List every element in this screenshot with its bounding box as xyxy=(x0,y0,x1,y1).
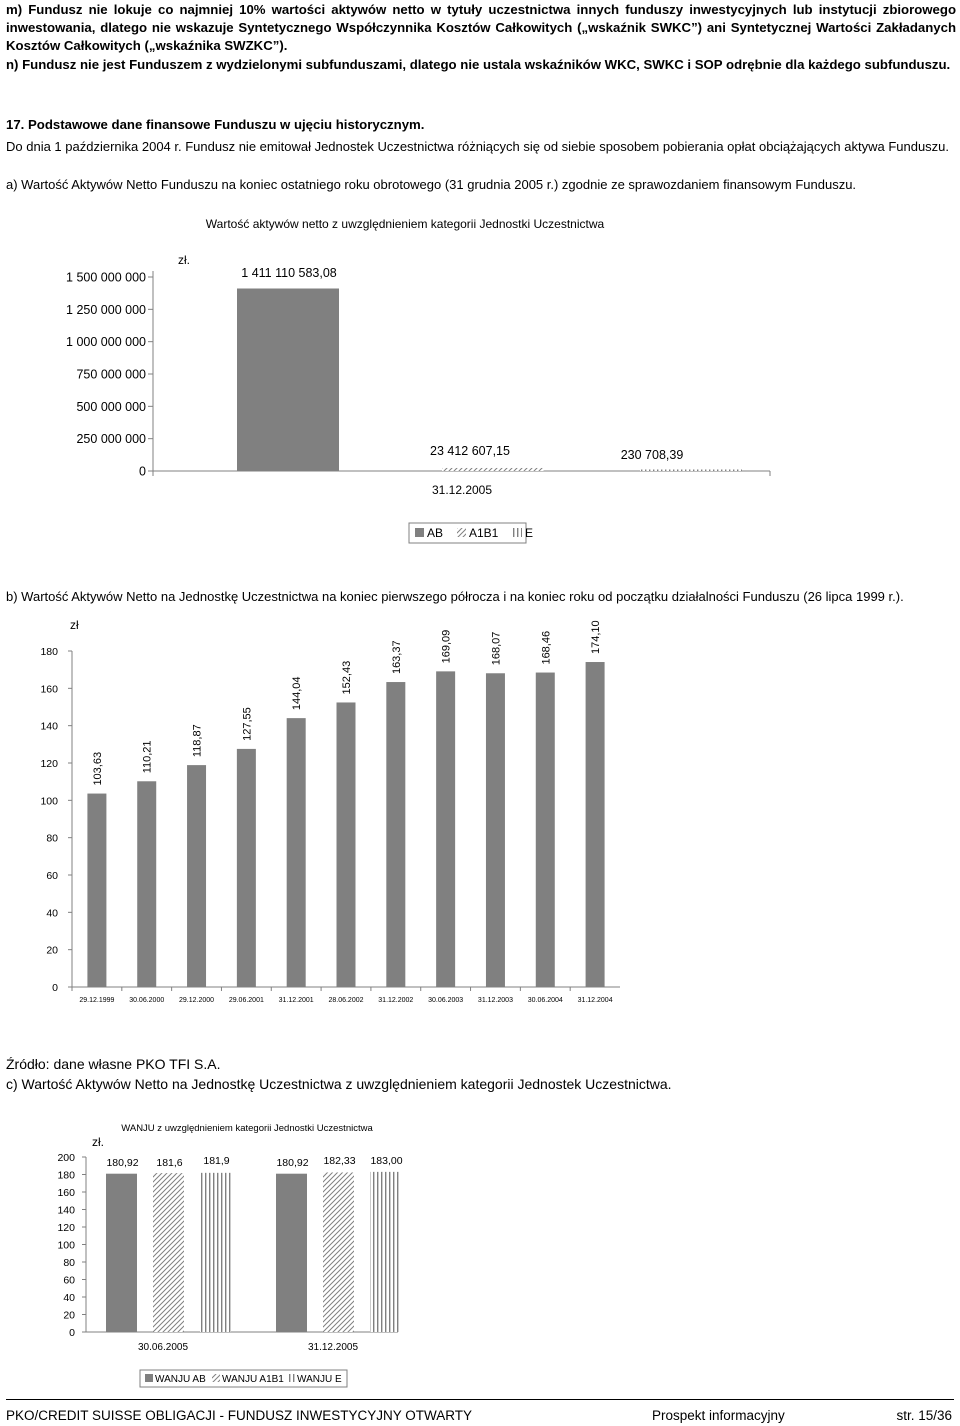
bar-30-06-2003 xyxy=(436,671,455,987)
x-tick-label: 29.12.2000 xyxy=(179,997,215,1004)
legend-label-wanju-ab: WANJU AB xyxy=(155,1374,206,1385)
legend-swatch-ab xyxy=(415,528,424,537)
bar-31-12-2003 xyxy=(486,673,505,987)
bar-e xyxy=(640,470,742,472)
chart-net-assets-by-category xyxy=(0,205,960,550)
data-label-wanju-a1b1: 182,33 xyxy=(323,1155,356,1167)
legend-label-ab: AB xyxy=(427,526,444,540)
page-footer xyxy=(6,1399,954,1426)
source-note: Źródło: dane własne PKO TFI S.A. xyxy=(6,1056,221,1072)
x-tick-label: 30.06.2003 xyxy=(428,997,464,1004)
y-tick-label: 180 xyxy=(40,646,58,658)
y-tick-label: 160 xyxy=(57,1187,75,1199)
bar-wanju-a1b1-30-06-2005 xyxy=(153,1173,184,1332)
bar-wanju-e-31-12-2005 xyxy=(370,1172,401,1332)
section-17-heading: 17. Podstawowe dane finansowe Funduszu w ujęciu historycznym. xyxy=(6,117,425,132)
section-b: b) Wartość Aktywów Netto na Jednostkę Uczestnictwa na koniec pierwszego półrocza i na koniec roku od początku działalności Funduszu (26 lipca 1999 r.). xyxy=(6,589,904,604)
unit-label: zł. xyxy=(178,253,190,267)
bar-ab xyxy=(237,288,339,471)
x-tick-label: 30.06.2004 xyxy=(527,997,563,1004)
legend-swatch-a1b1 xyxy=(457,528,466,537)
x-tick-label: 30.06.2005 xyxy=(137,1342,189,1353)
legend-label-e: E xyxy=(525,526,534,540)
data-label-31-12-2004: 174,10 xyxy=(590,620,603,655)
y-tick-label: 60 xyxy=(63,1274,75,1287)
y-tick-label: 80 xyxy=(63,1257,75,1269)
x-tick-label: 31.12.2005 xyxy=(307,1342,359,1353)
bar-30-06-2000 xyxy=(137,781,156,987)
section-c: c) Wartość Aktywów Netto na Jednostkę Uczestnictwa z uwzględnieniem kategorii Jednostek Uczestnictwa. xyxy=(6,1076,672,1092)
y-tick-label: 20 xyxy=(63,1309,75,1322)
chart-nav-per-unit-by-category xyxy=(0,1115,960,1395)
chart-nav-per-unit-history xyxy=(0,612,960,1012)
bar-a1b1 xyxy=(442,468,544,471)
footer-document-type: Prospekt informacyjny xyxy=(652,1408,785,1423)
bar-29-12-1999 xyxy=(87,794,106,987)
y-tick-label: 180 xyxy=(57,1169,75,1182)
data-label-e: 230 708,39 xyxy=(620,448,684,462)
bar-29-06-2001 xyxy=(237,749,256,987)
section-n: n) Fundusz nie jest Funduszem z wydzielonymi subfunduszami, dlatego nie ustala wskaźników WKC, SWKC i SOP odrębnie dla każdego subfunduszu. xyxy=(6,57,951,72)
bar-wanju-e-30-06-2005 xyxy=(200,1173,231,1332)
x-tick-label: 31.12.2002 xyxy=(378,997,414,1004)
legend-swatch-wanju-a1b1 xyxy=(212,1374,220,1382)
y-tick-label: 200 xyxy=(57,1152,75,1164)
bar-wanju-a1b1-31-12-2005 xyxy=(323,1172,354,1332)
y-tick-label: 120 xyxy=(40,758,58,770)
y-tick-label: 0 xyxy=(69,1327,75,1339)
data-label-a1b1: 23 412 607,15 xyxy=(430,444,510,458)
y-tick-label: 140 xyxy=(57,1204,75,1217)
y-tick-label: 750 000 000 xyxy=(76,367,146,382)
y-tick-label: 0 xyxy=(139,464,146,479)
y-tick-label: 1 000 000 000 xyxy=(66,335,146,350)
legend-label-wanju-e: WANJU E xyxy=(297,1374,342,1385)
bar-wanju-ab-30-06-2005 xyxy=(106,1174,137,1332)
legend-swatch-e xyxy=(513,528,522,537)
y-tick-label: 80 xyxy=(46,832,58,845)
section-m: m) Fundusz nie lokuje co najmniej 10% wartości aktywów netto w tytuły uczestnictwa innych funduszy inwestycyjnych lub instytucji zbiorowego inwestowania, dlatego nie wskazuje Syntetycznego Współczynnika Kosztów Całkowitych („wskaźnik SWKC”) ani Syntetycznej Wartości Zakładanych Kosztów Całkowitych („wskaźnika SWZKC”). xyxy=(6,2,956,53)
data-label-wanju-e: 181,9 xyxy=(203,1155,230,1167)
footer-fund-name: PKO/CREDIT SUISSE OBLIGACJI - FUNDUSZ INWESTYCYJNY OTWARTY xyxy=(6,1408,473,1423)
data-label-31-12-2003: 168,07 xyxy=(490,631,503,666)
bar-28-06-2002 xyxy=(337,702,356,987)
y-tick-label: 500 000 000 xyxy=(76,399,146,414)
data-label-wanju-e: 183,00 xyxy=(370,1155,403,1167)
y-tick-label: 0 xyxy=(52,982,58,994)
x-tick-label: 29.06.2001 xyxy=(228,997,264,1004)
legend-label-wanju-a1b1: WANJU A1B1 xyxy=(222,1374,284,1385)
y-tick-label: 120 xyxy=(57,1222,75,1234)
bar-31-12-2002 xyxy=(386,682,405,987)
y-tick-label: 60 xyxy=(46,870,58,882)
legend-swatch-wanju-ab xyxy=(145,1374,153,1382)
section-a: a) Wartość Aktywów Netto Funduszu na koniec ostatniego roku obrotowego (31 grudnia 2005 r.) zgodnie ze sprawozdaniem finansowym Funduszu. xyxy=(6,177,857,192)
bar-30-06-2004 xyxy=(536,673,555,987)
bar-29-12-2000 xyxy=(187,765,206,987)
footer-page-number: str. 15/36 xyxy=(896,1408,952,1423)
y-tick-label: 100 xyxy=(57,1239,75,1252)
x-tick-label: 28.06.2002 xyxy=(328,997,364,1004)
y-tick-label: 160 xyxy=(40,683,58,696)
data-label-30-06-2003: 169,09 xyxy=(440,629,453,664)
data-label-wanju-ab: 180,92 xyxy=(106,1157,139,1169)
x-tick-label: 31.12.2003 xyxy=(477,997,513,1004)
data-label-wanju-a1b1: 181,6 xyxy=(156,1157,183,1169)
data-label-30-06-2004: 168,46 xyxy=(540,630,553,665)
x-tick-label: 30.06.2000 xyxy=(129,997,165,1004)
legend-swatch-wanju-e xyxy=(287,1374,295,1382)
bar-31-12-2004 xyxy=(586,662,605,987)
y-tick-label: 20 xyxy=(46,944,58,957)
y-tick-label: 40 xyxy=(46,907,58,920)
y-tick-label: 1 250 000 000 xyxy=(66,302,146,317)
bar-31-12-2001 xyxy=(287,718,306,987)
data-label-31-12-2001: 144,04 xyxy=(291,676,304,711)
unit-label: zł. xyxy=(92,1135,104,1149)
chart-title: Wartość aktywów netto z uwzględnieniem kategorii Jednostki Uczestnictwa xyxy=(205,217,605,231)
y-tick-label: 140 xyxy=(40,720,58,733)
data-label-28-06-2002: 152,43 xyxy=(341,660,353,695)
data-label-ab: 1 411 110 583,08 xyxy=(241,266,337,280)
data-label-29-06-2001: 127,55 xyxy=(241,707,254,741)
y-tick-label: 250 000 000 xyxy=(76,432,146,447)
chart-title: WANJU z uwzględnieniem kategorii Jednostki Uczestnictwa xyxy=(121,1123,373,1134)
data-label-29-12-1999: 103,63 xyxy=(91,751,104,786)
data-label-31-12-2002: 163,37 xyxy=(390,640,403,675)
y-tick-label: 1 500 000 000 xyxy=(66,270,146,285)
bar-wanju-ab-31-12-2005 xyxy=(276,1174,307,1332)
y-tick-label: 40 xyxy=(63,1292,75,1304)
x-tick-label: 31.12.2001 xyxy=(278,997,314,1004)
data-label-29-12-2000: 118,87 xyxy=(191,724,204,758)
section-17-intro: Do dnia 1 października 2004 r. Fundusz nie emitował Jednostek Uczestnictwa różniących się od siebie sposobem pobierania opłat obciążających aktywa Funduszu. xyxy=(6,139,950,154)
unit-label: zł xyxy=(70,618,79,632)
x-tick-label: 31.12.2005 xyxy=(431,483,493,497)
legend-label-a1b1: A1B1 xyxy=(469,526,499,540)
data-label-30-06-2000: 110,21 xyxy=(141,740,154,774)
data-label-wanju-ab: 180,92 xyxy=(276,1157,309,1169)
y-tick-label: 100 xyxy=(40,795,58,808)
x-tick-label: 31.12.2004 xyxy=(577,997,613,1004)
x-tick-label: 29.12.1999 xyxy=(79,997,115,1004)
